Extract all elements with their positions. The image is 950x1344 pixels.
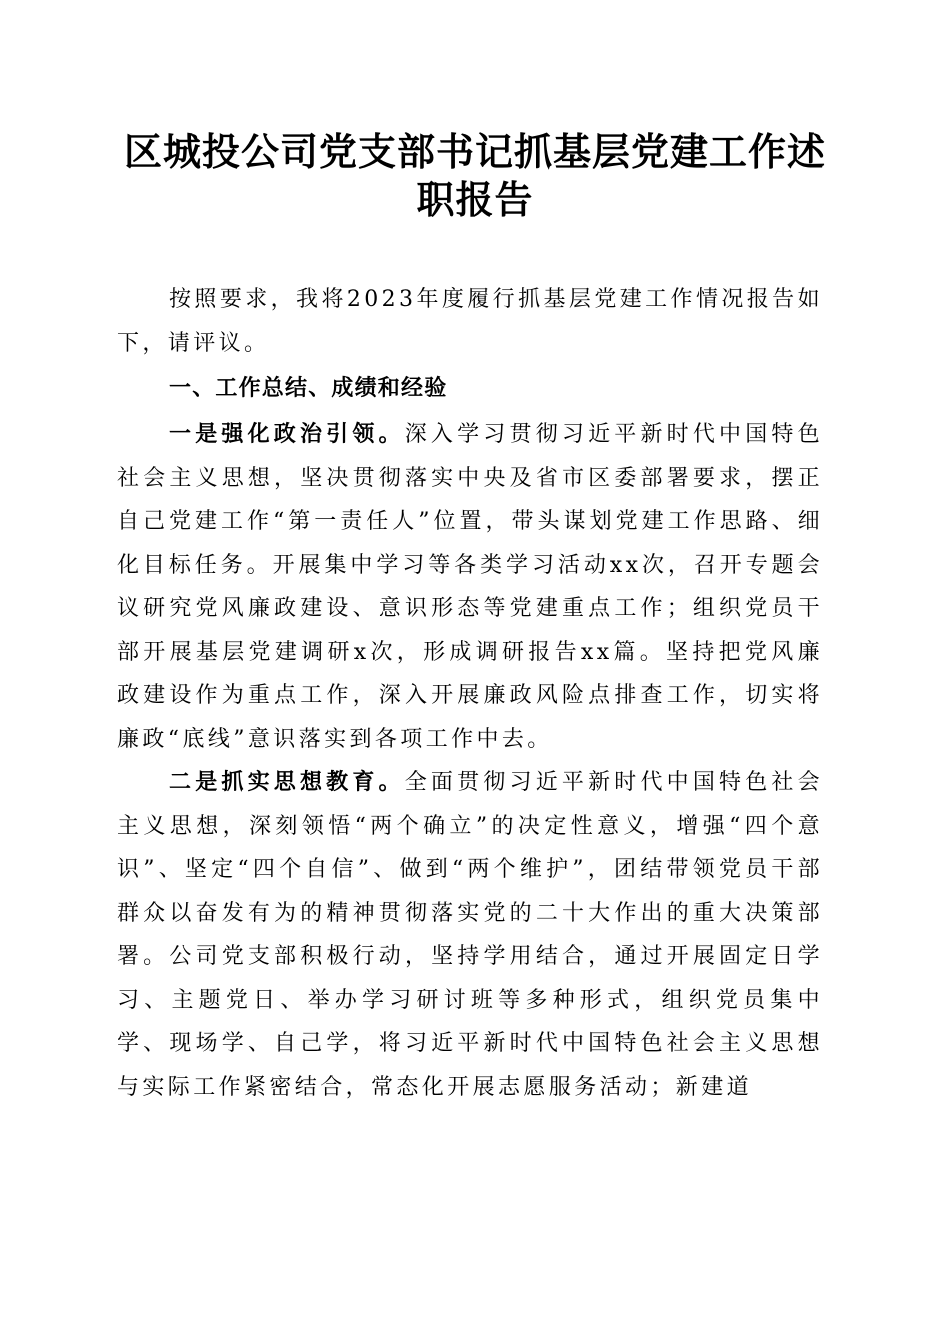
paragraph-lead: 二是抓实思想教育。 (169, 769, 405, 795)
paragraph-text: 全面贯彻习近平新时代中国特色社会主义思想，深刻领悟“两个确立”的决定性意义，增强“四个意识”、坚定“四个自信”、做到“两个维护”，团结带领党员干部群众以奋发有为的精神贯彻落实党的二十大作出的重大决策部署。公司党支部积极行动，坚持学用结合，通过开展固定日学习、主题党日、举办学习研讨班等多种形式，组织党员集中学、现场学、自己学，将习近平新时代中国特色社会主义思想与实际工作紧密结合，常态化开展志愿服务活动；新建道 (117, 770, 824, 1100)
document-body (117, 278, 823, 1109)
body-paragraph (117, 413, 823, 761)
paragraph-lead: 一是强化政治引领。 (169, 421, 405, 447)
document-title: 区城投公司党支部书记抓基层党建工作述职报告 (123, 129, 826, 222)
body-paragraph (117, 761, 823, 1109)
intro-paragraph: 按照要求，我将2023年度履行抓基层党建工作情况报告如下，请评议。 (117, 287, 823, 356)
section-heading: 一、工作总结、成绩和经验 (169, 376, 448, 401)
paragraph-text: 深入学习贯彻习近平新时代中国特色社会主义思想，坚决贯彻落实中央及省市区委部署要求，摆正自己党建工作“第一责任人”位置，带头谋划党建工作思路、细化目标任务。开展集中学习等各类学习活动xx次，召开专题会议研究党风廉政建设、意识形态等党建重点工作；组织党员干部开展基层党建调研x次，形成调研报告xx篇。坚持把党风廉政建设作为重点工作，深入开展廉政风险点排查工作，切实将廉政“底线”意识落实到各项工作中去。 (117, 422, 824, 752)
